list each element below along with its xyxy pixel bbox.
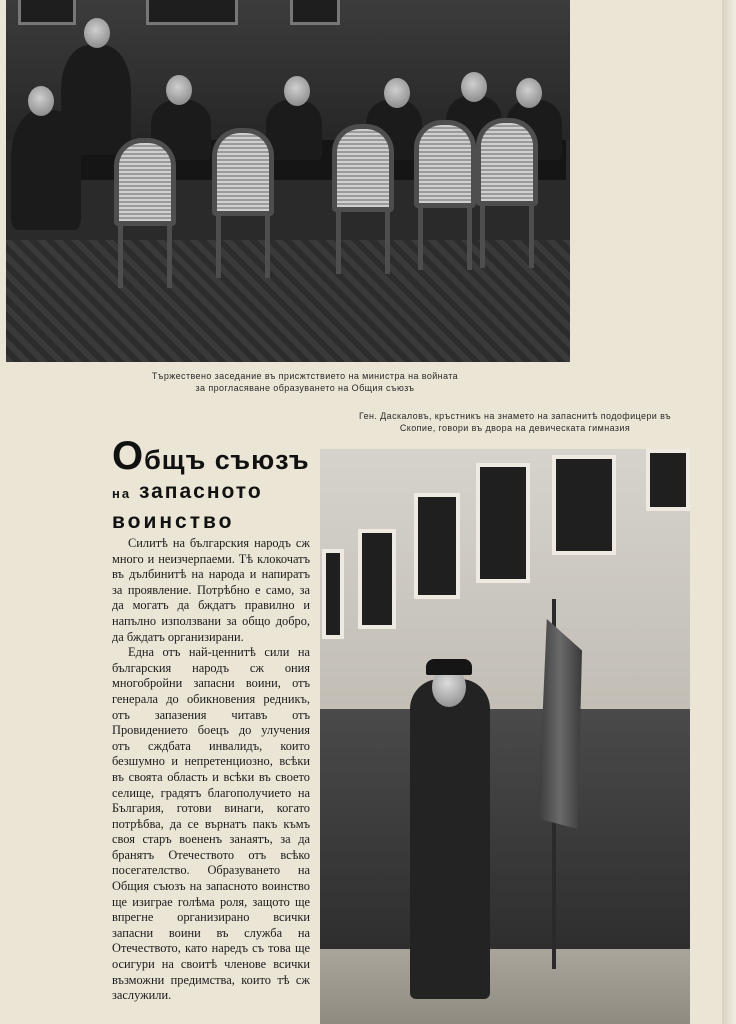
wall-frame	[18, 0, 76, 25]
meeting-photo	[6, 0, 570, 362]
title-text: воинство	[112, 510, 235, 533]
photo-person-head	[28, 86, 54, 116]
wall-frame	[146, 0, 238, 25]
photo-ground	[320, 949, 690, 1024]
photo-general	[410, 679, 490, 999]
title-text: на	[112, 486, 132, 501]
article-paragraph: Силитѣ на българския народъ сж много и неизчерпаеми. Тѣ клокочатъ въ дълбинитѣ на народа и напиратъ за проявление. Потрѣбно е само, за да могатъ да бждатъ правилно и напълно използвани за общо добро, да бждатъ организирани.	[112, 536, 310, 644]
caption-line: Ген. Даскаловъ, кръстникъ на знамето на запаснитѣ подофицери въ	[358, 411, 672, 421]
title-initial: О	[112, 434, 145, 478]
photo-person-head	[461, 72, 487, 102]
wall-frame	[290, 0, 340, 25]
article-paragraph: Една отъ най-ценнитѣ сили на българския народъ сж ония многобройни запасни воини, отъ генерала до обикновения редникъ, отъ запазения читавъ отъ Провидението боецъ до улучения отъ сждбата инвалидъ, които безшумно и непретенциозно, всѣки въ своята область и всѣки въ своето селище, градятъ благополучието на България, готови винаги, когато потрѣбва, да се върнатъ пакъ къмъ своя старъ воененъ занаятъ, за да бранятъ Отечеството отъ всѣко посегателство. Образуването на Общия съюзъ на запасното воинство ще изиграе голѣма роля, защото ще впрегне организирано всички запасни воини въ служба на Отечеството, като наредъ съ това ще осигури на своитѣ членове всички възможни предимства, които тѣ сж заслужили.	[112, 645, 310, 1003]
article-body	[112, 536, 310, 1004]
photo-window	[476, 463, 530, 583]
title-text: бщъ съюзъ	[144, 445, 310, 475]
photo-window	[646, 449, 690, 511]
photo-window	[552, 455, 616, 555]
general-photo	[320, 449, 690, 1024]
photo-chair	[212, 128, 274, 278]
caption-line: за прогласяване образуването на Общия съюзъ	[195, 383, 415, 393]
photo-general-cap	[426, 659, 472, 675]
photo-chair	[476, 118, 538, 268]
caption-line: Тържествено заседание въ присжтствието на министра на войната	[151, 371, 459, 381]
photo-person-head	[284, 76, 310, 106]
photo-window	[322, 549, 344, 639]
photo-person-head	[516, 78, 542, 108]
photo-person	[11, 110, 81, 230]
general-photo-caption	[310, 410, 720, 434]
page-edge	[722, 0, 736, 1024]
meeting-photo-caption	[120, 370, 490, 394]
caption-line: Скопие, говори въ двора на девическата гимназия	[399, 423, 631, 433]
photo-chair	[332, 124, 394, 274]
title-text: запасното	[138, 480, 263, 503]
photo-person-head	[166, 75, 192, 105]
photo-chair	[114, 138, 176, 288]
photo-window	[414, 493, 460, 599]
photo-chair	[414, 120, 476, 270]
photo-window	[358, 529, 396, 629]
photo-crowd	[320, 709, 690, 949]
photo-person	[266, 100, 322, 160]
photo-person-head	[84, 18, 110, 48]
article-title	[112, 434, 312, 536]
photo-person-head	[384, 78, 410, 108]
